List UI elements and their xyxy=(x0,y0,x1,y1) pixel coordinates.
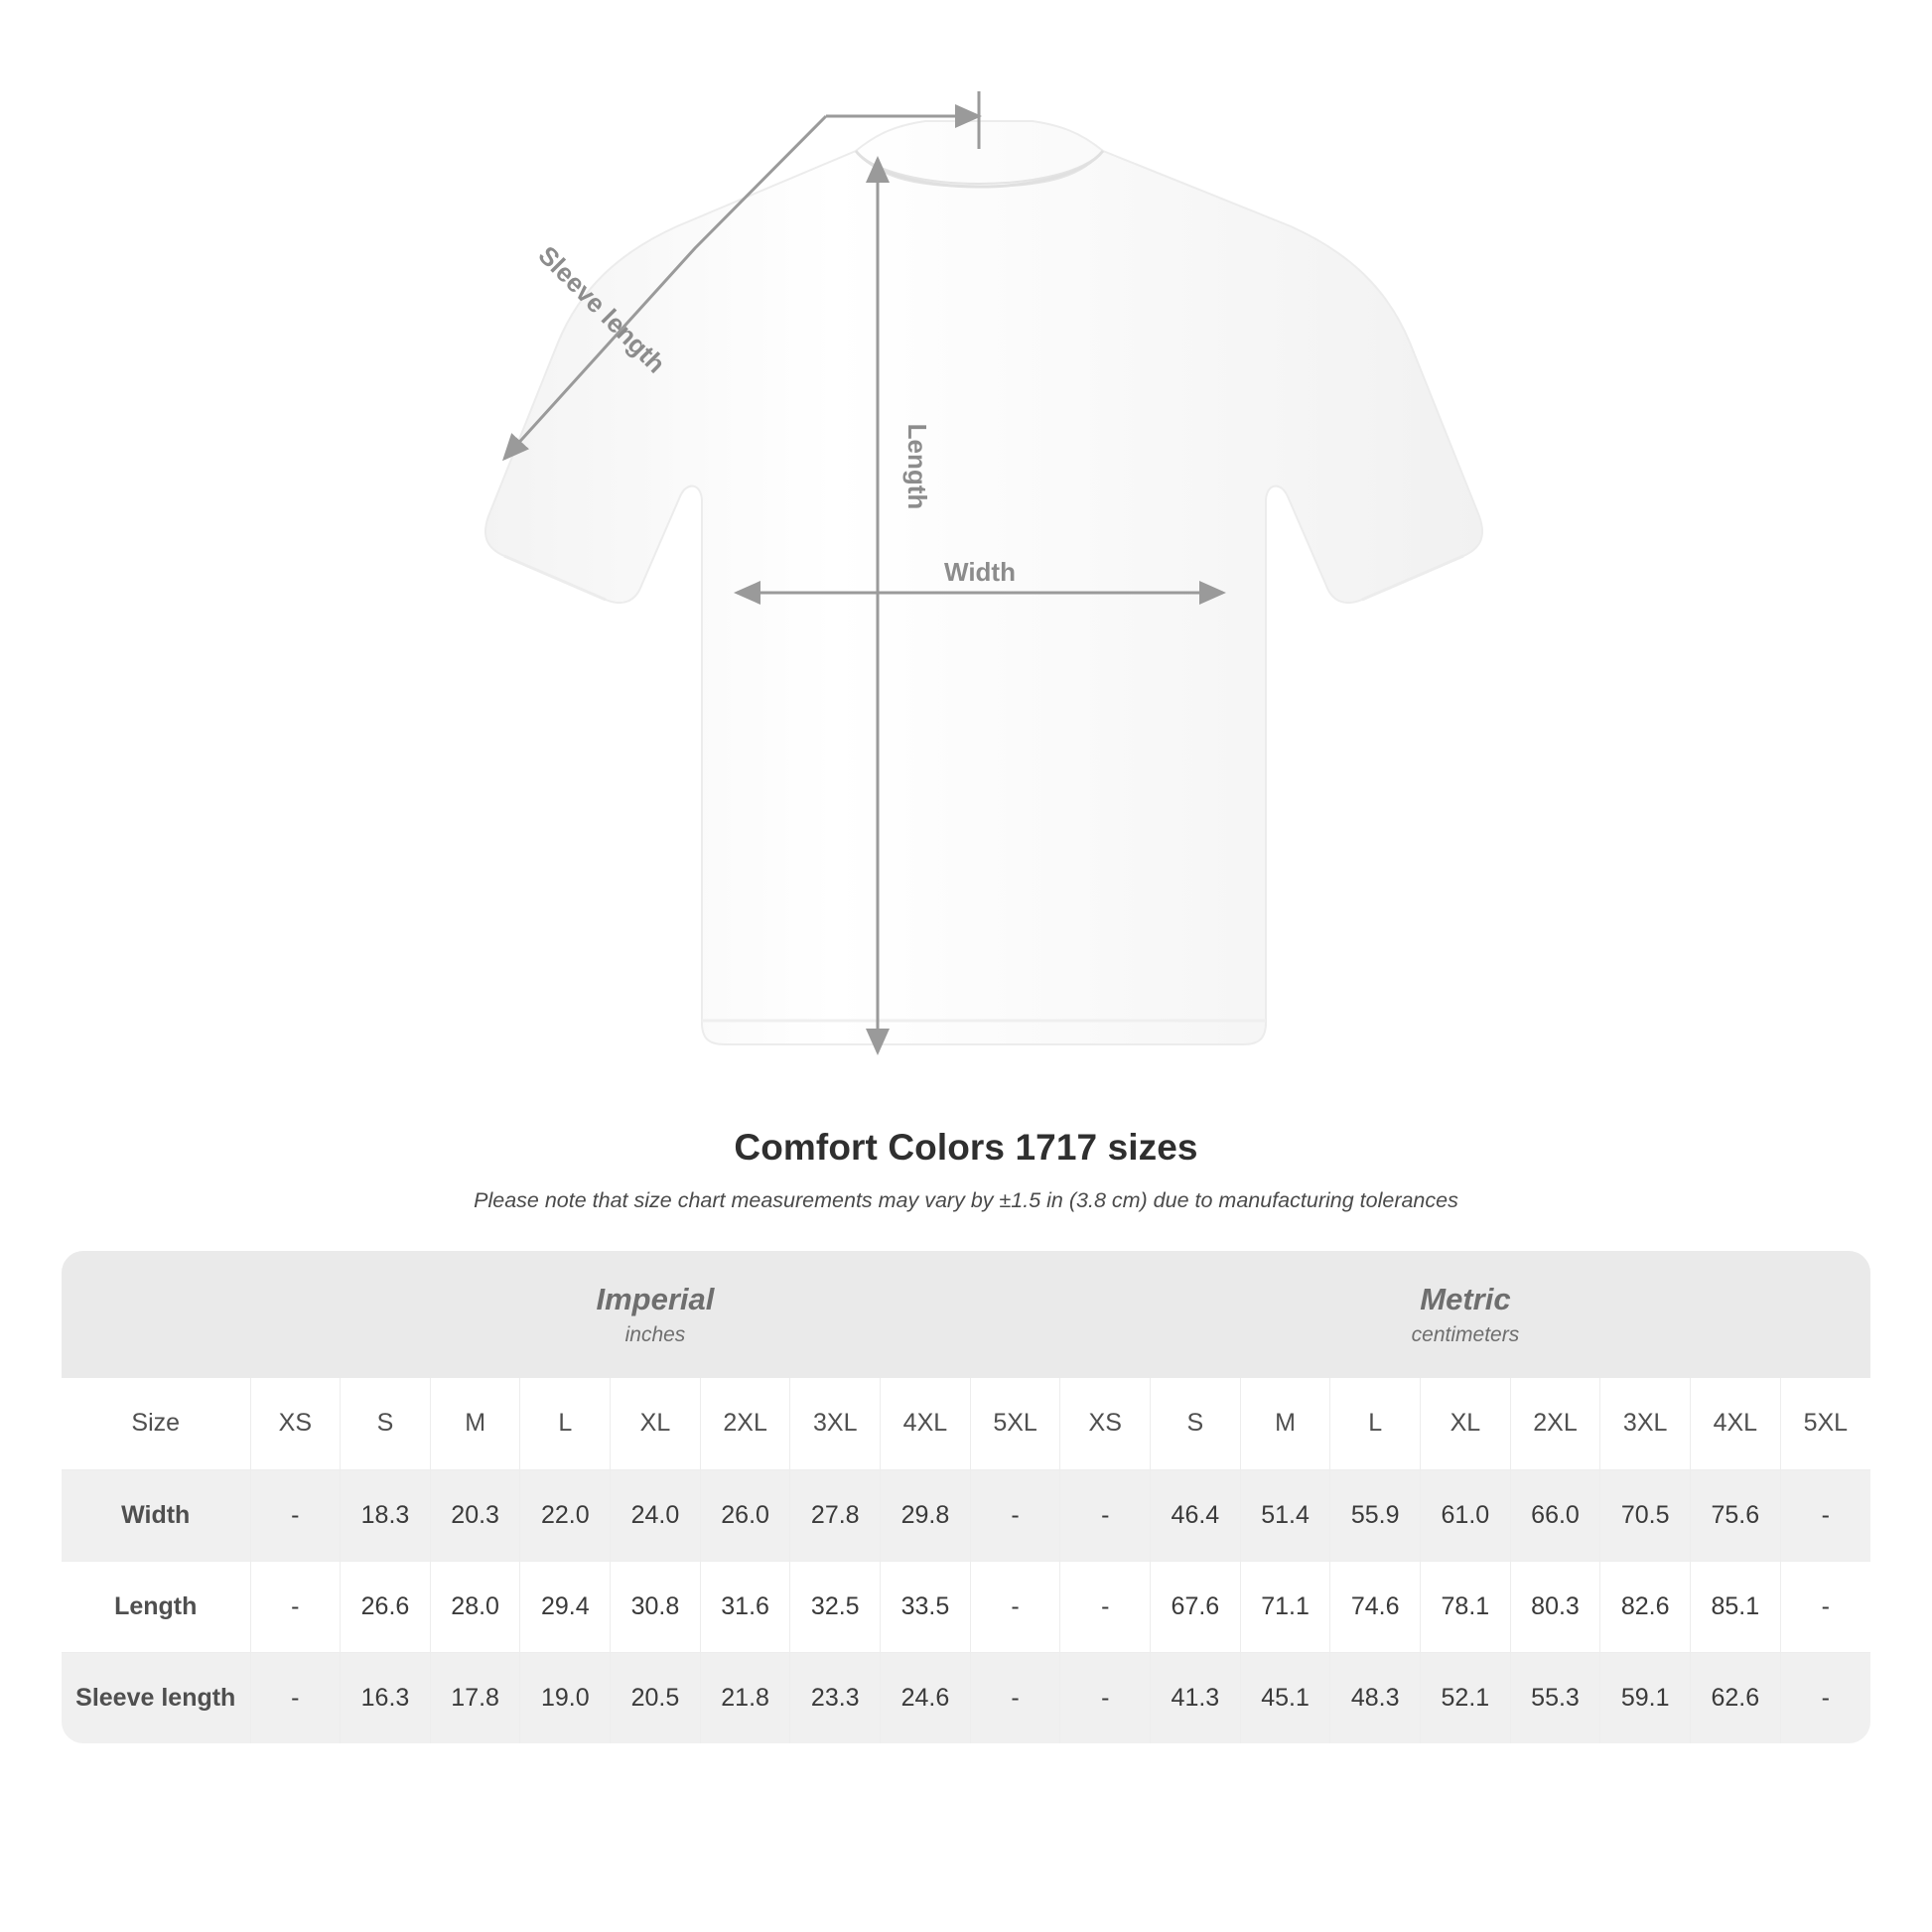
row-label: Length xyxy=(62,1561,250,1652)
measurement-cell: 75.6 xyxy=(1691,1469,1781,1561)
size-column-header: M xyxy=(430,1378,520,1469)
measurement-cell: 45.1 xyxy=(1240,1652,1330,1743)
title-block xyxy=(0,1127,1932,1213)
table-row xyxy=(62,1561,1870,1652)
size-column-header: 4XL xyxy=(1691,1378,1781,1469)
measurement-cell: - xyxy=(1060,1469,1151,1561)
system-header-spacer xyxy=(62,1251,250,1378)
measurement-cell: 70.5 xyxy=(1600,1469,1691,1561)
measurement-cell: - xyxy=(970,1561,1060,1652)
size-column-header: XL xyxy=(611,1378,701,1469)
measurement-cell: 78.1 xyxy=(1421,1561,1511,1652)
measurement-cell: 22.0 xyxy=(520,1469,611,1561)
system-unit: centimeters xyxy=(1411,1322,1520,1346)
page-title: Comfort Colors 1717 sizes xyxy=(734,1127,1198,1168)
system-name: Imperial xyxy=(596,1282,715,1317)
measurement-cell: 67.6 xyxy=(1151,1561,1241,1652)
measurement-cell: 80.3 xyxy=(1510,1561,1600,1652)
size-column-header: 4XL xyxy=(881,1378,971,1469)
size-table xyxy=(62,1251,1870,1743)
measurement-cell: - xyxy=(250,1652,341,1743)
size-column-header: 5XL xyxy=(1780,1378,1870,1469)
measurement-cell: - xyxy=(1060,1652,1151,1743)
row-label: Sleeve length xyxy=(62,1652,250,1743)
measurement-cell: 18.3 xyxy=(341,1469,431,1561)
measurement-cell: 26.6 xyxy=(341,1561,431,1652)
sleeve-length-label: Sleeve length xyxy=(532,239,672,379)
measurement-cell: 41.3 xyxy=(1151,1652,1241,1743)
length-label: Length xyxy=(902,423,932,510)
measurement-cell: 66.0 xyxy=(1510,1469,1600,1561)
measurement-cell: 55.9 xyxy=(1330,1469,1421,1561)
measurement-cell: 21.8 xyxy=(700,1652,790,1743)
measurement-cell: 55.3 xyxy=(1510,1652,1600,1743)
measurement-cell: 23.3 xyxy=(790,1652,881,1743)
measurement-cell: - xyxy=(1780,1469,1870,1561)
width-label: Width xyxy=(944,557,1016,587)
size-column-header: L xyxy=(1330,1378,1421,1469)
table-row xyxy=(62,1652,1870,1743)
system-header-metric xyxy=(1060,1251,1870,1378)
size-column-header: 5XL xyxy=(970,1378,1060,1469)
measurement-cell: - xyxy=(1780,1652,1870,1743)
size-column-header: 3XL xyxy=(1600,1378,1691,1469)
size-column-header: 3XL xyxy=(790,1378,881,1469)
measurement-cell: 32.5 xyxy=(790,1561,881,1652)
measurement-cell: 27.8 xyxy=(790,1469,881,1561)
measurement-cell: 31.6 xyxy=(700,1561,790,1652)
measurement-cell: 24.0 xyxy=(611,1469,701,1561)
measurement-cell: - xyxy=(970,1469,1060,1561)
size-column-header: XS xyxy=(250,1378,341,1469)
measurement-cell: - xyxy=(1060,1561,1151,1652)
row-label: Width xyxy=(62,1469,250,1561)
measurement-cell: 62.6 xyxy=(1691,1652,1781,1743)
system-header-row xyxy=(62,1251,1870,1378)
measurement-cell: 59.1 xyxy=(1600,1652,1691,1743)
size-table-wrapper xyxy=(62,1251,1870,1743)
measurement-cell: 26.0 xyxy=(700,1469,790,1561)
measurement-cell: 48.3 xyxy=(1330,1652,1421,1743)
size-header-row xyxy=(62,1378,1870,1469)
system-unit: inches xyxy=(624,1322,686,1346)
measurement-cell: 28.0 xyxy=(430,1561,520,1652)
size-column-header: L xyxy=(520,1378,611,1469)
measurement-cell: 16.3 xyxy=(341,1652,431,1743)
measurement-cell: 17.8 xyxy=(430,1652,520,1743)
measurement-cell: 30.8 xyxy=(611,1561,701,1652)
measurement-cell: 71.1 xyxy=(1240,1561,1330,1652)
size-column-header: 2XL xyxy=(700,1378,790,1469)
measurement-cell: 29.4 xyxy=(520,1561,611,1652)
measurement-cell: 29.8 xyxy=(881,1469,971,1561)
system-name: Metric xyxy=(1420,1282,1511,1317)
table-row xyxy=(62,1469,1870,1561)
measurement-cell: 51.4 xyxy=(1240,1469,1330,1561)
measurement-cell: - xyxy=(250,1469,341,1561)
tolerance-note: Please note that size chart measurements may vary by ±1.5 in (3.8 cm) due to manufacturing tolerances xyxy=(474,1188,1458,1212)
measurement-cell: 52.1 xyxy=(1421,1652,1511,1743)
size-column-header: S xyxy=(1151,1378,1241,1469)
size-column-header: XL xyxy=(1421,1378,1511,1469)
size-column-header: S xyxy=(341,1378,431,1469)
measurement-cell: 24.6 xyxy=(881,1652,971,1743)
system-header-imperial xyxy=(250,1251,1060,1378)
size-header-label: Size xyxy=(62,1378,250,1469)
measurement-cell: - xyxy=(1780,1561,1870,1652)
measurement-cell: 61.0 xyxy=(1421,1469,1511,1561)
measurement-cell: 82.6 xyxy=(1600,1561,1691,1652)
size-column-header: XS xyxy=(1060,1378,1151,1469)
measurement-cell: - xyxy=(250,1561,341,1652)
measurement-cell: 20.3 xyxy=(430,1469,520,1561)
size-column-header: 2XL xyxy=(1510,1378,1600,1469)
measurement-cell: 20.5 xyxy=(611,1652,701,1743)
measurement-cell: 74.6 xyxy=(1330,1561,1421,1652)
measurement-cell: 19.0 xyxy=(520,1652,611,1743)
measurement-cell: 46.4 xyxy=(1151,1469,1241,1561)
size-column-header: M xyxy=(1240,1378,1330,1469)
measurement-cell: 33.5 xyxy=(881,1561,971,1652)
measurement-cell: - xyxy=(970,1652,1060,1743)
measurement-cell: 85.1 xyxy=(1691,1561,1781,1652)
